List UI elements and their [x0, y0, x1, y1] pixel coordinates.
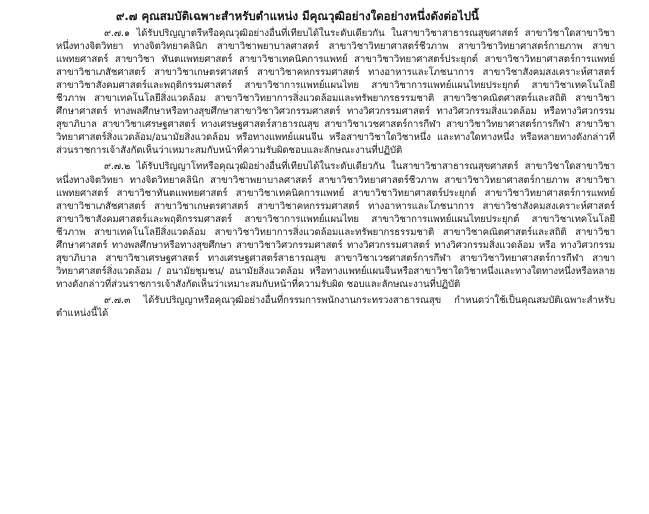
- paragraph-9-7-2: ๙.๗.๒ ได้รับปริญญาโทหรือคุณวุฒิอย่างอื่นที่เทียบได้ในระดับเดียวกัน ในสาขาวิชาสาธารณสุขศาสตร์ สาขาวิชาใดสาขาวิชาหนึ่งทางจิตวิทยา ทางจิตวิทยาคลินิก สาขาวิชาพยาบาลศาสตร์ สาขาวิชาวิทยาศาสตร์ชีวภาพ สาขาวิชาวิทยาศาสตร์กายภาพ สาขาวิชาแพทยศาสตร์ สาขาวิชาทันตแพทยศาสตร์ สาขาวิชาเทคนิคการแพทย์ สาขาวิชาวิทยาศาสตร์ประยุกต์ สาขาวิชาวิทยาศาสตร์การแพทย์ สาขาวิชาเภสัชศาสตร์ สาขาวิชาเกษตรศาสตร์ สาขาวิชาคหกรรมศาสตร์ ทางอาหารและโภชนาการ สาขาวิชาสังคมสงเคราะห์ศาสตร์ สาขาวิชาสังคมศาสตร์และพฤติกรรมศาสตร์ สาขาวิชาการแพทย์แผนไทย สาขาวิชาการแพทย์แผนไทยประยุกต์ สาขาวิชาเทคโนโลยีชีวภาพ สาขาเทคโนโลยีสิ่งแวดล้อม สาขาวิชาวิทยาการสิ่งแวดล้อมและทรัพยากรธรรมชาติ สาขาวิชาคณิตศาสตร์และสถิติ สาขาวิชาศึกษาศาสตร์ ทางพลศึกษาหรือทางสุขศึกษา สาขาวิชาวิศวกรรมศาสตร์ ทางวิศวกรรมศาสตร์ ทางวิศวกรรมสิ่งแวดล้อม หรือ ทางวิศวกรรมสุขาภิบาล สาขาวิชาเศรษฐศาสตร์ ทางเศรษฐศาสตร์สาธารณสุข สาขาวิชาเวชศาสตร์การกีฬา สาขาวิชาวิทยาศาสตร์การกีฬา สาขาวิทยาศาสตร์สิ่งแวดล้อม / อนามัยชุมชน/ อนามัยสิ่งแวดล้อม หรือทางแพทย์แผนจีนหรือสาขาวิชาใดวิชาหนึ่งและทางใดทางหนึ่งหรือหลายทางดังกล่าวที่ส่วนราชการเจ้าสังกัดเห็นว่าเหมาะสมกับหน้าที่ความรับผิด ชอบและลักษณะงานที่ปฏิบัติ: [56, 161, 615, 290]
- paragraph-9-7-1: ๙.๗.๑ ได้รับปริญญาตรีหรือคุณวุฒิอย่างอื่นที่เทียบได้ในระดับเดียวกัน ในสาขาวิชาสาธารณสุขศาสตร์ สาขาวิชาใดสาขาวิชาหนึ่งทางจิตวิทยา ทางจิตวิทยาคลินิก สาขาวิชาพยาบาลศาสตร์ สาขาวิชาวิทยาศาสตร์ชีวภาพ สาขาวิชาวิทยาศาสตร์กายภาพ สาขาแพทยศาสตร์ สาขาวิชา ทันตแพทยศาสตร์ สาขาวิชาเทคนิคการแพทย์ สาขาวิชาวิทยาศาสตร์ประยุกต์ สาขาวิชาวิทยาศาสตร์การแพทย์ สาขาวิชาเภสัชศาสตร์ สาขาวิชาเกษตรศาสตร์ สาขาวิชาคหกรรมศาสตร์ ทางอาหารและโภชนาการ สาขาวิชาสังคมสงเคราะห์ศาสตร์ สาขาวิชาสังคมศาสตร์และพฤติกรรมศาสตร์ สาขาวิชาการแพทย์แผนไทย สาขาวิชาการแพทย์แผนไทยประยุกต์ สาขาวิชาเทคโนโลยีชีวภาพ สาขาเทคโนโลยีสิ่งแวดล้อม สาขาวิชาวิทยาการสิ่งแวดล้อมและทรัพยากรธรรมชาติ สาขาวิชาคณิตศาสตร์และสถิติ สาขาวิชาศึกษาศาสตร์ ทางพลศึกษาหรือทางสุขศึกษาสาขาวิชาวิศวกรรมศาสตร์ ทางวิศวกรรมศาสตร์ ทางวิศวกรรมสิ่งแวดล้อม หรือทางวิศวกรรมสุขาภิบาล สาขาวิชาเศรษฐศาสตร์ ทางเศรษฐศาสตร์สาธารณสุข สาขาวิชาเวชศาสตร์การกีฬา สาขาวิชาวิทยาศาสตร์การกีฬา สาขาวิชาวิทยาศาสตร์สิ่งแวดล้อม/อนามัยสิ่งแวดล้อม หรือทางแพทย์แผนจีน หรือสาขาวิชาใดวิชาหนึ่ง และทางใดทางหนึ่ง หรือหลายทางดังกล่าวที่ส่วนราชการเจ้าสังกัดเห็นว่าเหมาะสมกับหน้าที่ความรับผิดชอบและลักษณะงานที่ปฏิบัติ: [56, 28, 615, 157]
- section-heading: ๙.๗ คุณสมบัติเฉพาะสำหรับตำแหน่ง มีคุณวุฒิอย่างใดอย่างหนึ่งดังต่อไปนี้: [116, 9, 479, 23]
- paragraph-9-7-3: ๙.๗.๓ ได้รับปริญญาหรือคุณวุฒิอย่างอื่นที่กรรมการพนักงานกระทรวงสาธารณสุข กำหนดว่าใช้เป็นคุณสมบัติเฉพาะสำหรับตำแหน่งนี้ได้: [56, 294, 615, 319]
